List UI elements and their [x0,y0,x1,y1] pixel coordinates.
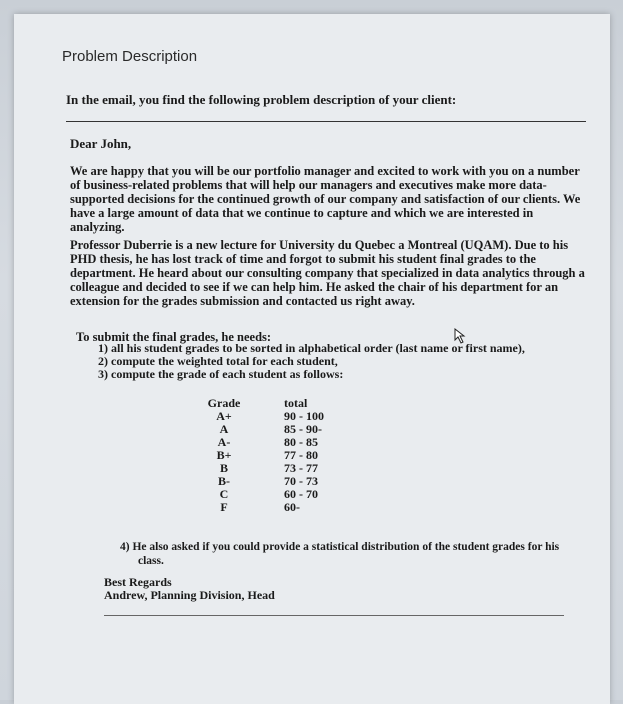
grade-cell: B [219,461,228,475]
intro-text: In the email, you find the following problem description of your client: [66,92,457,107]
total-cell: 90 - 100 [284,409,324,423]
divider [104,615,564,616]
list-item: 2) compute the weighted total for each student, [98,354,338,368]
paragraph-1: We are happy that you will be our portfolio manager and excited to work with you on a number of business-related problems that will help our managers and executives make more data-supported decisions for the continued growth of our company and satisfaction of our clients. We have a large amount of data that we continue to capture and which we are interested in analyzing. [70,164,581,234]
total-cell: 77 - 80 [284,448,318,462]
needs-list [98,342,525,381]
table-row [174,488,334,501]
column-header-total: total [284,396,308,410]
item-4-line-1: 4) He also asked if you could provide a statistical distribution of the student grades for his [120,541,560,553]
total-cell: 80 - 85 [284,435,318,449]
grade-cell: A [219,422,229,436]
grade-cell: A+ [216,409,232,423]
paragraph-2: Professor Duberrie is a new lecture for University du Quebec a Montreal (UQAM). Due to his PHD thesis, he has lost track of time and forgot to submit his student final grades to the department. He heard about our consulting company that specialized in data analytics through a colleague and decided to see if we can help him. He asked the chair of his department for an extension for the grades submission and contacted us right away. [70,238,585,308]
total-cell: 60- [284,500,300,514]
grade-table [174,397,334,514]
grade-cell: C [219,487,229,501]
grade-cell: B+ [216,448,232,462]
document-page [14,14,610,704]
list-item: 1) all his student grades to be sorted in alphabetical order (last name or first name), [98,341,525,355]
list-item: 3) compute the grade of each student as follows: [98,367,344,381]
item-4-line-2: class. [138,555,164,567]
total-cell: 73 - 77 [284,461,318,475]
needs-title: To submit the final grades, he needs: [76,330,272,344]
closing: Best Regards [104,575,172,589]
item-4 [120,540,570,568]
total-cell: 85 - 90- [284,422,322,436]
grade-cell: F [220,500,228,514]
page-title: Problem Description [62,48,198,65]
column-header-grade: Grade [207,396,241,410]
signature: Andrew, Planning Division, Head [104,588,275,602]
signature-block [104,576,275,602]
table-row [174,501,334,514]
grade-cell: B- [218,474,230,488]
greeting: Dear John, [70,136,132,151]
mouse-cursor-icon [453,328,469,344]
grade-cell: A- [217,435,231,449]
divider [66,121,586,122]
total-cell: 70 - 73 [284,474,318,488]
total-cell: 60 - 70 [284,487,318,501]
